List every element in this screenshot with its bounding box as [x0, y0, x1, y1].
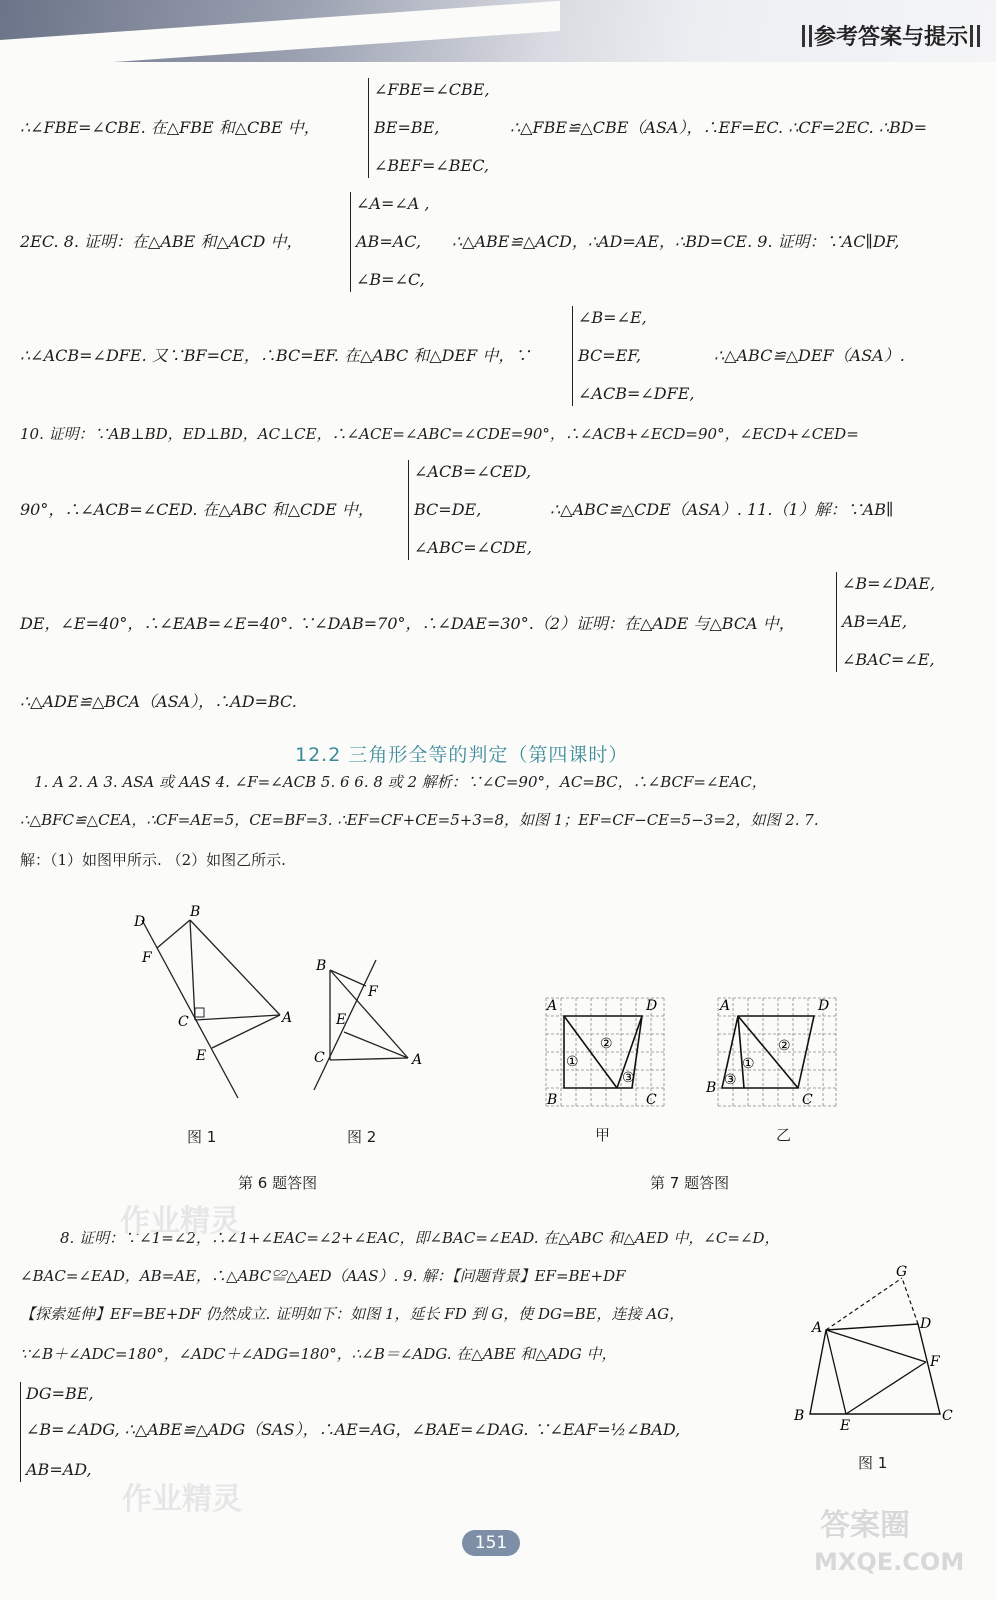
proof-line-3-result: ∴△ABC≌△DEF（ASA）. [714, 346, 905, 365]
proof-line-4: 10. 证明：∵AB⊥BD，ED⊥BD，AC⊥CE，∴∠ACE=∠ABC=∠CDE=90°，∴∠ACB+∠ECD=90°，∠ECD+∠CED= [20, 425, 859, 443]
brace-6 [836, 572, 837, 672]
svg-text:F: F [368, 984, 378, 1000]
brace-3 [572, 306, 573, 406]
brace-3-row-3: ∠ACB=∠DFE, [578, 384, 695, 403]
figure-6-1 [120, 900, 293, 1100]
proof-line-7: ∴△ADE≌△BCA（ASA），∴AD=BC. [20, 692, 297, 711]
q8-line-2: ∠BAC=∠EAD，AB=AE，∴△ABC≌△AED（AAS）. 9. 解：【问题背景】EF=BE+DF [20, 1267, 626, 1285]
svg-text:A: A [412, 1052, 423, 1068]
svg-text:C: C [802, 1092, 813, 1108]
proof-line-2: 2EC. 8. 证明：在△ABE 和△ACD 中， [20, 232, 303, 251]
brace-6-row-3: ∠BAC=∠E, [842, 650, 935, 669]
proof-line-1: ∴∠FBE=∠CBE. 在△FBE 和△CBE 中， [20, 118, 320, 137]
figure-2-caption: 图 2 [347, 1128, 377, 1146]
watermark-4: MXQE.COM [814, 1548, 965, 1576]
brace-1-row-1: ∠FBE=∠CBE, [374, 80, 490, 99]
figure-7-yi [704, 992, 840, 1112]
proof-line-5-result: ∴△ABC≌△CDE（ASA）. 11.（1）解：∵AB∥ [550, 500, 894, 519]
svg-text:②: ② [600, 1036, 613, 1052]
svg-text:C: C [942, 1408, 953, 1424]
answer-line-1: 1. A 2. A 3. ASA 或 AAS 4. ∠F=∠ACB 5. 6 6. 8 或 2 解析：∵∠C=90°，AC=BC，∴∠BCF=∠EAC， [34, 773, 767, 791]
watermark-1: 作业精灵 [120, 1204, 240, 1239]
figure-7-jia [540, 992, 670, 1112]
svg-text:③: ③ [622, 1070, 635, 1086]
figure-1-caption: 图 1 [187, 1128, 217, 1146]
svg-text:D: D [920, 1316, 932, 1332]
svg-text:B: B [190, 904, 201, 920]
svg-text:C: C [178, 1014, 189, 1030]
figure-yi-caption: 乙 [776, 1126, 792, 1144]
answer-line-3: 解：（1）如图甲所示. （2）如图乙所示. [20, 851, 286, 869]
svg-text:B: B [706, 1080, 717, 1096]
brace-6-row-2: AB=AE, [842, 612, 908, 631]
proof-line-2-result: ∴△ABE≌△ACD，∴AD=AE，∴BD=CE. 9. 证明：∵AC∥DF, [452, 232, 900, 251]
svg-text:C: C [314, 1050, 325, 1066]
answer-line-2: ∴△BFC≌△CEA，∴CF=AE=5，CE=BF=3. ∴EF=CF+CE=5+3=8，如图 1；EF=CF−CE=5−3=2，如图 2. 7. [20, 811, 819, 829]
svg-text:B: B [547, 1092, 558, 1108]
svg-text:①: ① [742, 1056, 755, 1072]
watermark-2: 作业精灵 [122, 1482, 242, 1517]
svg-text:A: A [812, 1320, 823, 1336]
brace-last-row-2: ∠B=∠ADG, ∴△ABE≌△ADG（SAS），∴AE=AG，∠BAE=∠DAG. ∵∠EAF=½∠BAD, [26, 1420, 681, 1439]
question-6-caption: 第 6 题答图 [238, 1174, 318, 1192]
brace-2-row-2: AB=AC, [356, 232, 422, 251]
brace-5-row-3: ∠ABC=∠CDE, [414, 538, 532, 557]
watermark-3: 答案圈 [820, 1508, 910, 1543]
svg-text:B: B [794, 1408, 805, 1424]
svg-text:③: ③ [724, 1072, 737, 1088]
brace-3-row-1: ∠B=∠E, [578, 308, 647, 327]
svg-text:F: F [930, 1354, 940, 1370]
brace-2-row-3: ∠B=∠C, [356, 270, 425, 289]
svg-text:E: E [196, 1048, 207, 1064]
brace-last [20, 1382, 21, 1482]
page-number: 151 [462, 1530, 520, 1556]
question-7-caption: 第 7 题答图 [650, 1174, 730, 1192]
brace-last-row-1: DG=BE, [26, 1384, 94, 1403]
brace-2-row-1: ∠A=∠A , [356, 194, 430, 213]
svg-text:D: D [134, 914, 146, 930]
brace-3-row-2: BC=EF, [578, 346, 642, 365]
q8-line-1: 8. 证明：∵∠1=∠2，∴∠1+∠EAC=∠2+∠EAC，即∠BAC=∠EAD. 在△ABC 和△AED 中，∠C=∠D， [60, 1229, 780, 1247]
svg-text:A: A [547, 998, 558, 1014]
figure-6-2 [310, 950, 430, 1100]
brace-5-row-2: BC=DE, [414, 500, 482, 519]
proof-line-6: DE，∠E=40°，∴∠EAB=∠E=40°. ∵∠DAB=70°，∴∠DAE=30°.（2）证明：在△ADE 与△BCA 中， [20, 614, 795, 633]
svg-text:A: A [720, 998, 731, 1014]
svg-text:②: ② [778, 1038, 791, 1054]
figure-jia-caption: 甲 [595, 1126, 611, 1144]
figure-9-caption: 图 1 [858, 1454, 888, 1472]
brace-1-row-2: BE=BE, [374, 118, 440, 137]
svg-text:E: E [336, 1012, 347, 1028]
brace-5 [408, 460, 409, 560]
brace-5-row-1: ∠ACB=∠CED, [414, 462, 532, 481]
brace-1 [368, 78, 369, 178]
svg-text:A: A [282, 1010, 293, 1026]
brace-6-row-1: ∠B=∠DAE, [842, 574, 936, 593]
svg-text:E: E [840, 1418, 851, 1434]
q9-line-4: ∵∠B＋∠ADC=180°，∠ADC＋∠ADG=180°，∴∠B＝∠ADG. 在△ABE 和△ADG 中， [20, 1345, 617, 1363]
brace-last-row-3: AB=AD, [26, 1460, 92, 1479]
q9-line-3: 【探索延伸】EF=BE+DF 仍然成立. 证明如下：如图 1，延长 FD 到 G，使 DG=BE，连接 AG， [20, 1305, 685, 1323]
brace-1-row-3: ∠BEF=∠BEC, [374, 156, 489, 175]
svg-text:C: C [646, 1092, 657, 1108]
proof-line-5: 90°，∴∠ACB=∠CED. 在△ABC 和△CDE 中， [20, 500, 374, 519]
svg-text:D: D [646, 998, 658, 1014]
section-title: 12.2 三角形全等的判定（第四课时） [295, 744, 629, 766]
svg-text:①: ① [566, 1054, 579, 1070]
proof-line-1-result: ∴△FBE≌△CBE（ASA），∴EF=EC. ∴CF=2EC. ∴BD= [510, 118, 928, 137]
brace-2 [350, 192, 351, 292]
proof-line-3: ∴∠ACB=∠DFE. 又∵BF=CE，∴BC=EF. 在△ABC 和△DEF 中，∵ [20, 346, 531, 365]
figure-9 [790, 1262, 970, 1442]
svg-text:D: D [818, 998, 830, 1014]
svg-text:F: F [142, 950, 152, 966]
header-title: 参考答案与提示 [800, 20, 982, 51]
svg-text:B: B [316, 958, 327, 974]
svg-text:G: G [896, 1264, 908, 1280]
